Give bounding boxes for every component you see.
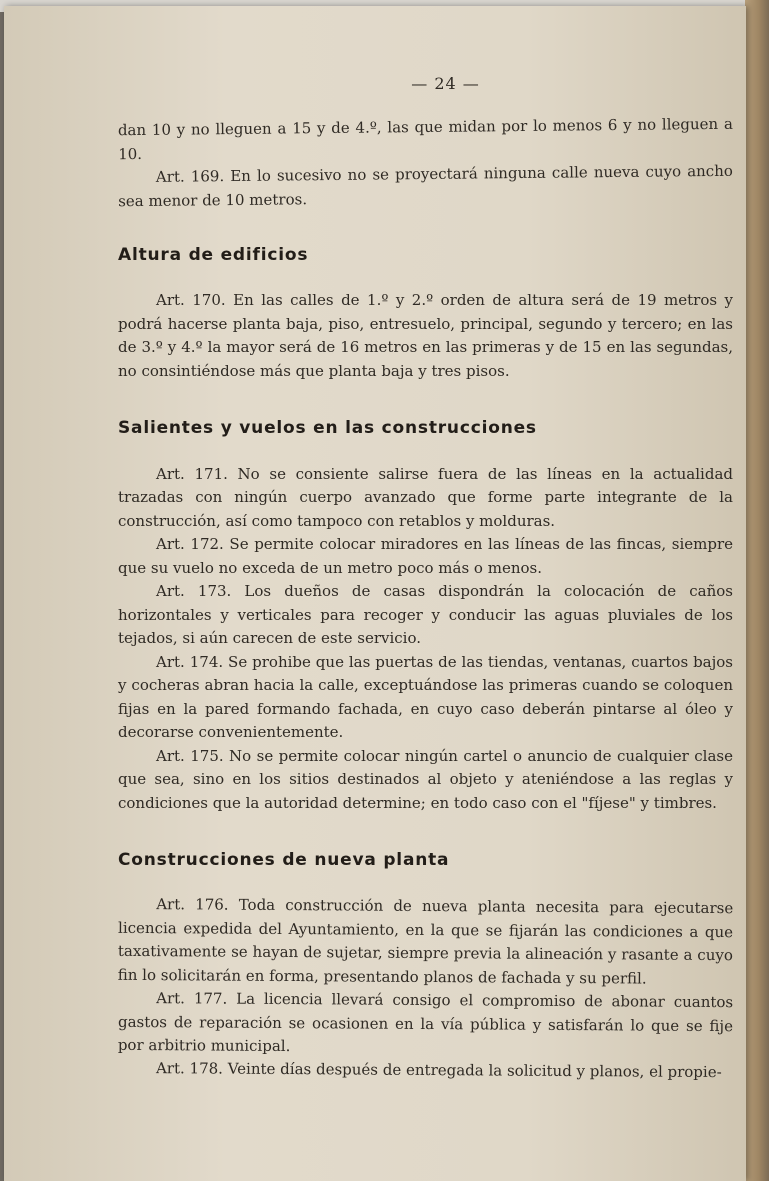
document-page <box>4 6 746 1181</box>
article-170: Art. 170. En las calles de 1.º y 2.º orden de altura será de 19 metros y podrá hacerse planta baja, piso, entresuelo, principal, segundo y tercero; en las de 3.º y 4.º la mayor será de 16 metros en las primeras y de 15 en las segundas, no consintiéndose más que planta baja y tres pisos. <box>118 291 733 380</box>
page-number: — 24 — <box>411 74 480 93</box>
section-title-construcciones: Construcciones de nueva planta <box>118 850 450 870</box>
article-169: Art. 169. En lo sucesivo no se proyectará ninguna calle nueva cuyo ancho sea menor de 10 metros. <box>118 161 733 210</box>
article-174: Art. 174. Se prohibe que las puertas de las tiendas, ventanas, cuartos bajos y cocheras abran hacia la calle, exceptuándose las primeras cuando se coloquen fijas en la pared formando fachada, en cuyo caso deberán pintarse al óleo y decorarse convenientemente. <box>118 652 733 741</box>
article-178: Art. 178. Veinte días después de entregada la solicitud y planos, el propie- <box>155 1059 722 1082</box>
article-177: Art. 177. La licencia llevará consigo el compromiso de abonar cuantos gastos de reparación se ocasionen en la vía pública y satisfarán lo que se fije por arbitrio municipal. <box>117 988 734 1055</box>
section-title-altura: Altura de edificios <box>118 244 309 265</box>
page-content <box>118 66 733 1083</box>
section-title-salientes: Salientes y vuelos en las construcciones <box>118 418 537 438</box>
article-171: Art. 171. No se consiente salirse fuera de las líneas en la actualidad trazadas con ningún cuerpo avanzado que forme parte integrante de la construcción, así como tampoco con retablos y molduras. <box>118 464 733 530</box>
article-176: Art. 176. Toda construcción de nueva planta necesita para ejecutarse licencia expedida del Ayuntamiento, en la que se fijarán las condiciones a que taxativamente se hayan de sujetar, siempre previa la alineación y rasante a cuyo fin lo solicitarán en forma, presentando planos de fachada y su perfil. <box>117 894 734 987</box>
intro-paragraph-1: dan 10 y no lleguen a 15 y de 4.º, las que midan por lo menos 6 y no lleguen a 10. <box>117 114 733 163</box>
article-173: Art. 173. Los dueños de casas dispondrán la colocación de caños horizontales y verticales para recoger y conducir las aguas pluviales de los tejados, si aún carecen de este servicio. <box>118 582 733 647</box>
article-172: Art. 172. Se permite colocar miradores en las líneas de las fincas, siempre que su vuelo no exceda de un metro poco más o menos. <box>118 535 733 577</box>
page-edge <box>745 0 769 1181</box>
article-175: Art. 175. No se permite colocar ningún cartel o anuncio de cualquier clase que sea, sino en los sitios destinados al objeto y ateniéndose a las reglas y condiciones que la autoridad determine; en todo caso con el "fíjese" y timbres. <box>118 746 733 812</box>
